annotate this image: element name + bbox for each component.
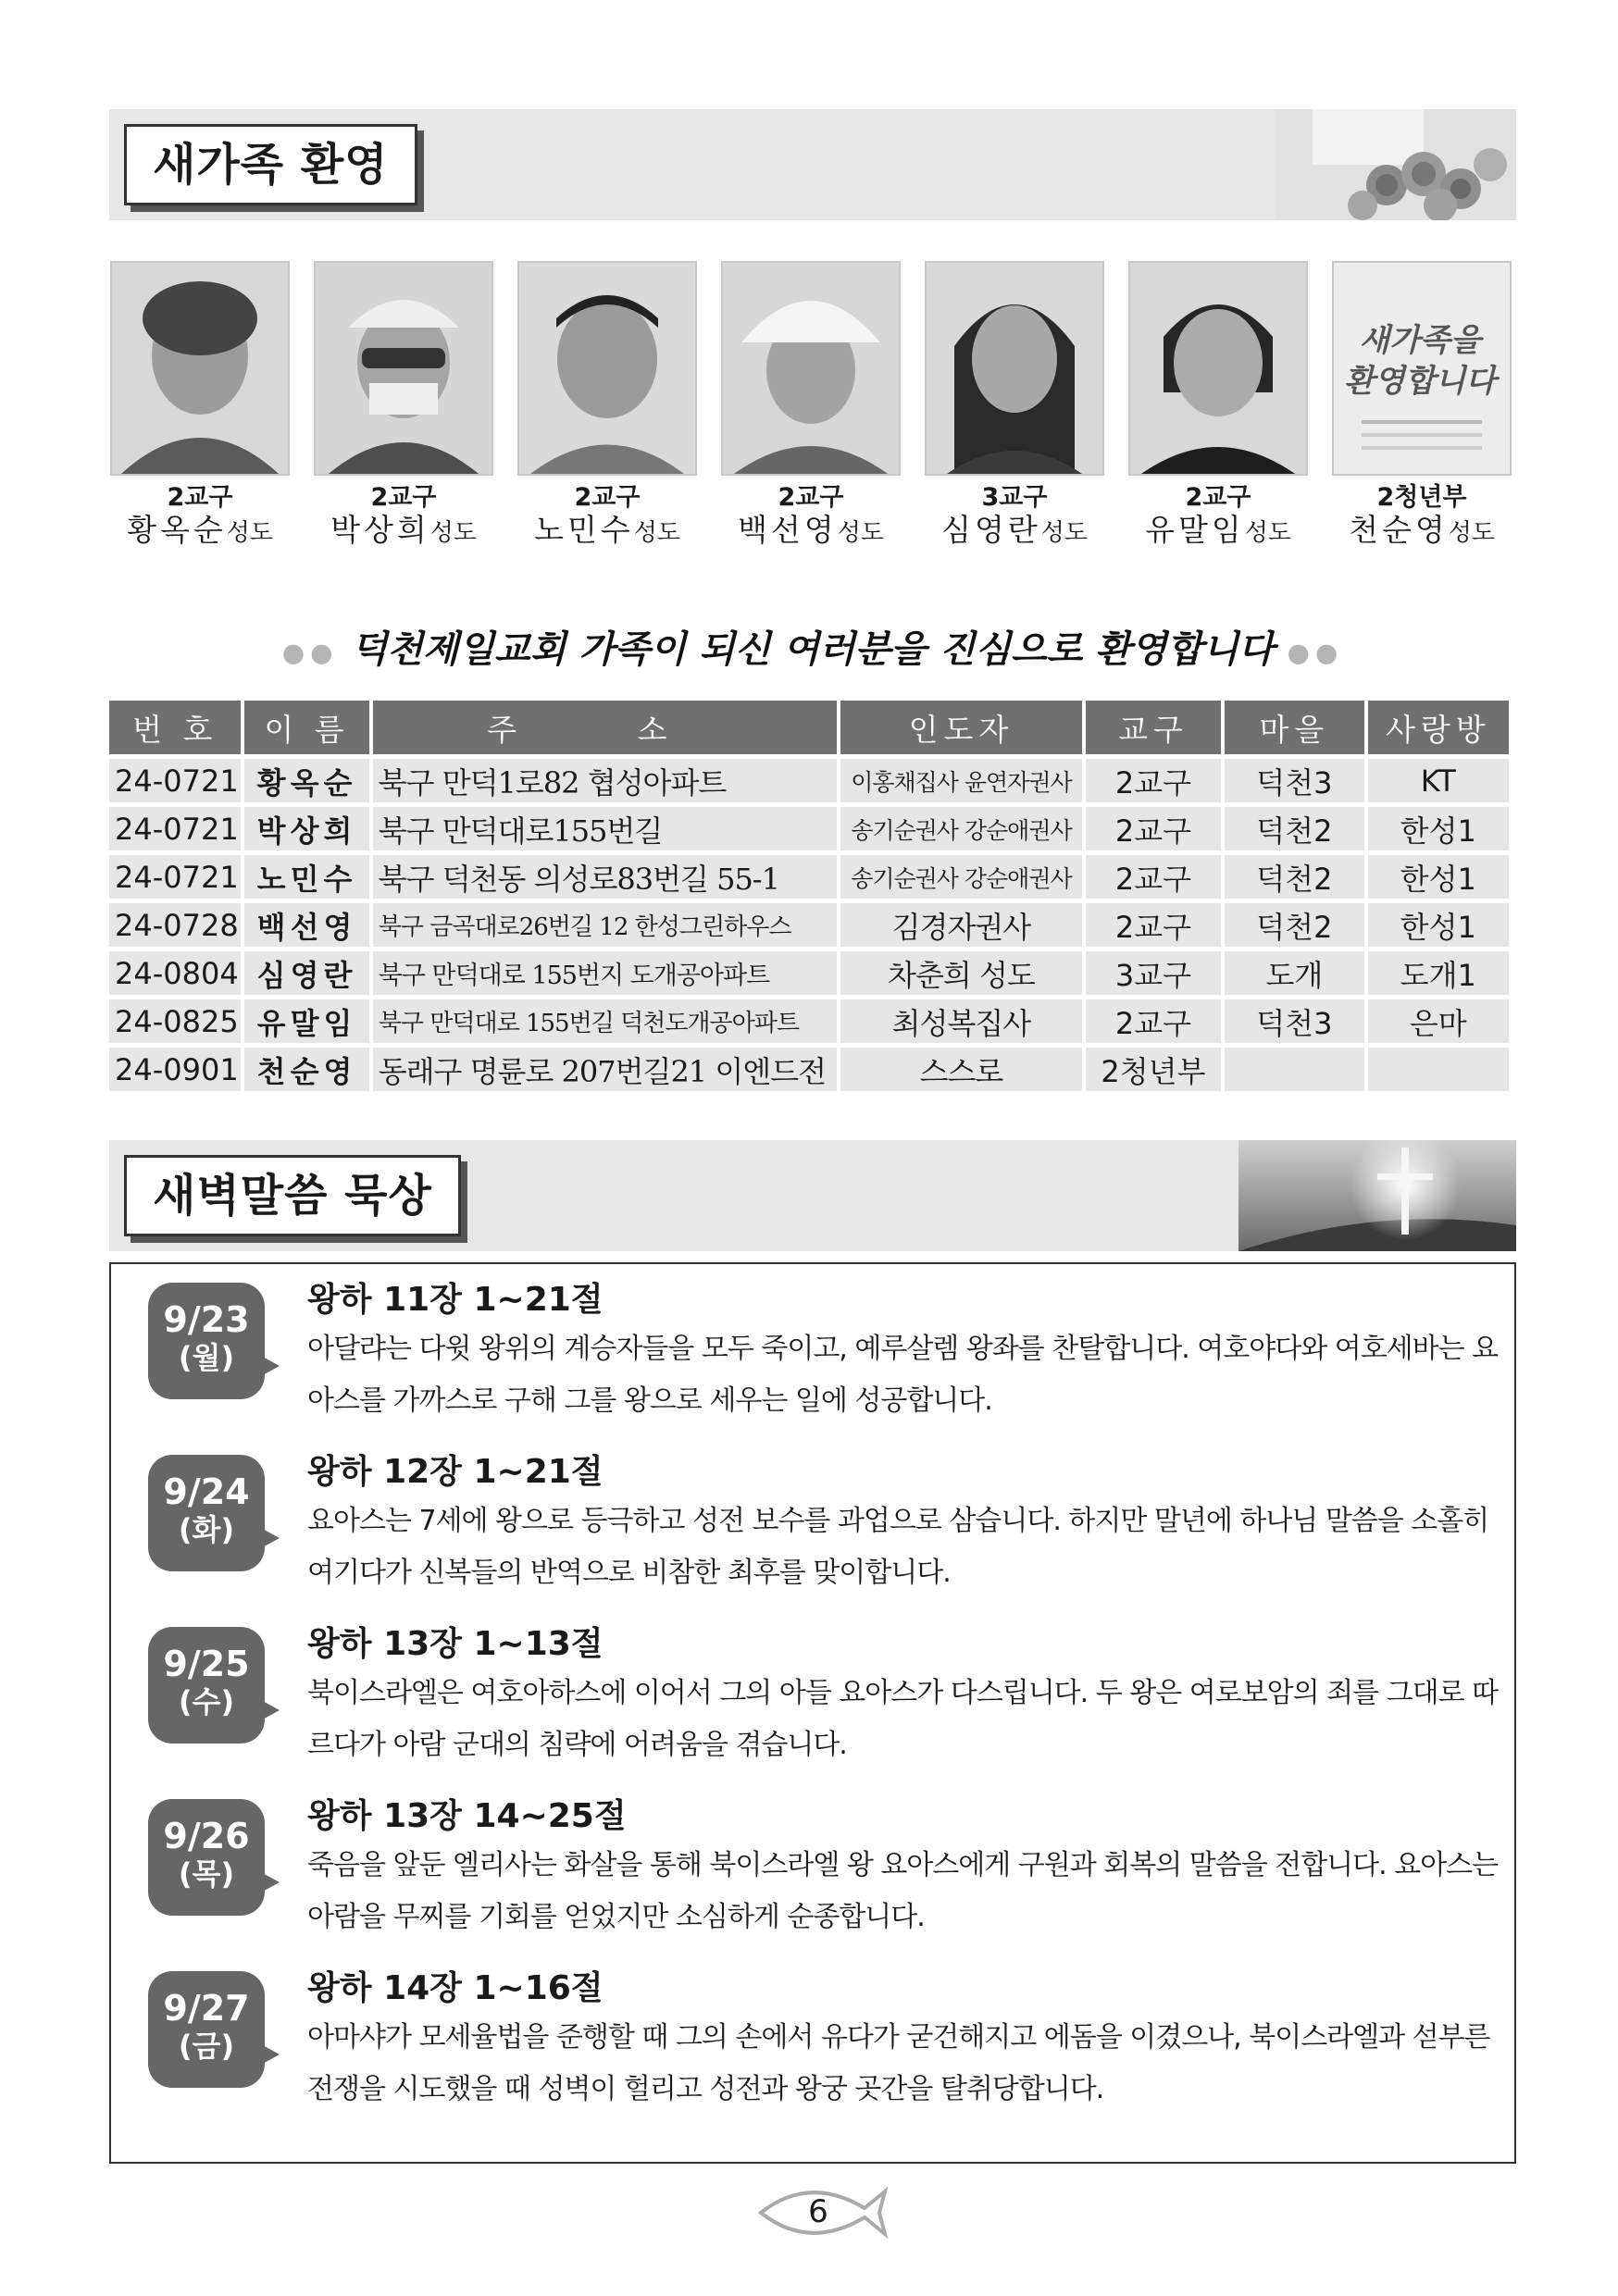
cell-district: 2교구 <box>1086 807 1221 850</box>
newcomer-header-bar <box>109 109 1516 220</box>
newcomer-card <box>1128 261 1308 551</box>
table-row <box>109 903 1509 947</box>
newcomer-photo <box>1128 261 1308 476</box>
newcomer-name: 천순영성도 <box>1349 512 1495 548</box>
newcomer-name: 백선영성도 <box>738 512 884 548</box>
newcomer-card <box>925 261 1104 551</box>
cell-group: 은마 <box>1368 999 1509 1043</box>
cell-number: 24-0728 <box>109 903 241 947</box>
cell-group: 한성1 <box>1368 855 1509 899</box>
newcomer-photo <box>517 261 697 476</box>
cell-guide: 송기순권사 강순애권사 <box>840 855 1082 899</box>
newcomer-card <box>1332 261 1512 551</box>
cell-name: 유말임 <box>244 999 368 1043</box>
cell-name: 심영란 <box>244 951 368 995</box>
cell-district: 2교구 <box>1086 903 1221 947</box>
welcome-message-text: 덕천제일교회 가족이 되신 여러분을 진심으로 환영합니다 <box>351 627 1275 671</box>
devotion-text: 죽음을 앞둔 엘리사는 화살을 통해 북이스라엘 왕 요아스에게 구원과 회복의 말씀을 전합니다. 요아스는 아람을 무찌를 기회를 얻었지만 소심하게 순종합니다. <box>307 1849 1499 1933</box>
badge-pointer-icon <box>259 1699 280 1721</box>
date-badge: 9/23 (월) <box>148 1283 265 1399</box>
cell-village: 덕천2 <box>1225 903 1363 947</box>
column-header: 번 호 <box>109 701 241 754</box>
devotion-text: 북이스라엘은 여호아하스에 이어서 그의 아들 요아스가 다스립니다. 두 왕은 여로보암의 죄를 그대로 따르다가 아람 군대의 침략에 어려움을 겪습니다. <box>307 1677 1499 1761</box>
column-header: 이 름 <box>244 701 368 754</box>
scripture-reference: 왕하 12장 1~21절 <box>307 1453 604 1491</box>
cell-number: 24-0804 <box>109 951 241 995</box>
column-header: 교구 <box>1086 701 1221 754</box>
cell-village: 덕천2 <box>1225 807 1363 850</box>
page-number: 6 <box>808 2193 828 2230</box>
badge-pointer-icon <box>259 2043 280 2066</box>
cell-number: 24-0721 <box>109 855 241 899</box>
devotion-section-title: 새벽말씀 묵상 <box>124 1155 461 1236</box>
cell-guide: 스스로 <box>840 1048 1082 1091</box>
welcome-card-image <box>1332 261 1512 476</box>
date-badge: 9/26 (목) <box>148 1799 265 1916</box>
newcomer-name: 황옥순성도 <box>127 512 273 548</box>
cell-village: 덕천3 <box>1225 759 1363 802</box>
scripture-reference: 왕하 11장 1~21절 <box>307 1281 604 1319</box>
devotion-text: 요아스는 7세에 왕으로 등극하고 성전 보수를 과업으로 삼습니다. 하지만 말년에 하나님 말씀을 소홀히 여기다가 신복들의 반역으로 비참한 최후를 맞이합니다. <box>307 1505 1489 1589</box>
newcomer-table <box>106 696 1512 1096</box>
cell-group: 한성1 <box>1368 807 1509 850</box>
cell-number: 24-0721 <box>109 807 241 850</box>
cell-address: 북구 덕천동 의성로83번길 55-1 <box>373 855 837 899</box>
cell-address: 북구 만덕대로 155번길 덕천도개공아파트 <box>373 999 837 1043</box>
cross-decoration-icon <box>1238 1140 1516 1251</box>
cell-address: 북구 만덕1로82 협성아파트 <box>373 759 837 802</box>
dots-decoration-icon: ●● <box>281 637 339 668</box>
newcomer-photo <box>314 261 493 476</box>
cell-group <box>1368 1048 1509 1091</box>
cell-name: 노민수 <box>244 855 368 899</box>
devotion-text: 아달랴는 다윗 왕위의 계승자들을 모두 죽이고, 예루살렘 왕좌를 찬탈합니다. 여호야다와 여호세바는 요아스를 가까스로 구해 그를 왕으로 세우는 일에 성공합니다. <box>307 1333 1499 1417</box>
date-badge: 9/24 (화) <box>148 1455 265 1571</box>
cell-address: 북구 금곡대로26번길 12 한성그린하우스 <box>373 903 837 947</box>
devotion-box <box>109 1262 1516 2164</box>
date-badge: 9/27 (금) <box>148 1971 265 2088</box>
newcomer-card <box>721 261 901 551</box>
cell-district: 2교구 <box>1086 999 1221 1043</box>
newcomer-district: 2교구 <box>370 483 437 512</box>
cell-guide: 최성복집사 <box>840 999 1082 1043</box>
cell-guide: 이홍채집사 윤연자권사 <box>840 759 1082 802</box>
newcomer-district: 3교구 <box>981 483 1048 512</box>
newcomer-photo <box>721 261 901 476</box>
table-row <box>109 999 1509 1043</box>
cell-district: 2교구 <box>1086 855 1221 899</box>
column-header: 주 소 <box>373 701 837 754</box>
cell-name: 천순영 <box>244 1048 368 1091</box>
newcomer-photo <box>925 261 1104 476</box>
cell-district: 3교구 <box>1086 951 1221 995</box>
cell-address: 북구 만덕대로 155번지 도개공아파트 <box>373 951 837 995</box>
badge-pointer-icon <box>259 1871 280 1893</box>
cell-name: 백선영 <box>244 903 368 947</box>
newcomer-section-title: 새가족 환영 <box>124 124 417 205</box>
table-row <box>109 855 1509 899</box>
newcomer-name: 노민수성도 <box>534 512 680 548</box>
newcomer-photo <box>110 261 290 476</box>
table-row <box>109 807 1509 850</box>
table-row <box>109 951 1509 995</box>
cell-group: 도개1 <box>1368 951 1509 995</box>
newcomer-district: 2교구 <box>778 483 844 512</box>
badge-pointer-icon <box>259 1527 280 1549</box>
table-row <box>109 1048 1509 1091</box>
newcomer-card <box>314 261 493 551</box>
column-header: 사랑방 <box>1368 701 1509 754</box>
cell-number: 24-0901 <box>109 1048 241 1091</box>
cell-group: 한성1 <box>1368 903 1509 947</box>
cell-address: 북구 만덕대로155번길 <box>373 807 837 850</box>
column-header: 마을 <box>1225 701 1363 754</box>
cell-name: 박상희 <box>244 807 368 850</box>
newcomer-district: 2청년부 <box>1376 483 1467 512</box>
newcomer-district: 2교구 <box>167 483 233 512</box>
table-row <box>109 759 1509 802</box>
devotion-item <box>111 1264 1514 1436</box>
scripture-reference: 왕하 13장 14~25절 <box>307 1797 627 1835</box>
welcome-message <box>109 620 1516 673</box>
cell-district: 2교구 <box>1086 759 1221 802</box>
newcomer-name: 심영란성도 <box>941 512 1088 548</box>
cell-guide: 송기순권사 강순애권사 <box>840 807 1082 850</box>
newcomer-card <box>110 261 290 551</box>
devotion-text: 아마샤가 모세율법을 준행할 때 그의 손에서 유다가 굳건해지고 에돔을 이겼으나, 북이스라엘과 섣부른 전쟁을 시도했을 때 성벽이 헐리고 성전과 왕궁 곳간을 탈취당합니다. <box>307 2021 1490 2105</box>
cell-group: KT <box>1368 759 1509 802</box>
cell-name: 황옥순 <box>244 759 368 802</box>
column-header: 인도자 <box>840 701 1082 754</box>
cell-village: 덕천2 <box>1225 855 1363 899</box>
devotion-item <box>111 1436 1514 1608</box>
scripture-reference: 왕하 13장 1~13절 <box>307 1625 604 1663</box>
cell-district: 2청년부 <box>1086 1048 1221 1091</box>
newcomer-name: 유말임성도 <box>1145 512 1291 548</box>
cell-address: 동래구 명륜로 207번길21 이엔드전 <box>373 1048 837 1091</box>
devotion-item <box>111 1953 1514 2125</box>
table-header-row <box>109 701 1509 754</box>
newcomer-name: 박상희성도 <box>330 512 477 548</box>
cell-number: 24-0825 <box>109 999 241 1043</box>
cell-guide: 김경자권사 <box>840 903 1082 947</box>
welcome-card-text: 새가족을 환영합니다 <box>1343 322 1497 400</box>
cell-village: 도개 <box>1225 951 1363 995</box>
scripture-reference: 왕하 14장 1~16절 <box>307 1969 604 2007</box>
cell-village: 덕천3 <box>1225 999 1363 1043</box>
cell-village <box>1225 1048 1363 1091</box>
newcomer-district: 2교구 <box>574 483 641 512</box>
cell-number: 24-0721 <box>109 759 241 802</box>
date-badge: 9/25 (수) <box>148 1627 265 1744</box>
dots-decoration-icon: ●● <box>1287 637 1344 668</box>
newcomer-card <box>517 261 697 551</box>
roses-decoration-icon <box>1276 109 1516 220</box>
cell-guide: 차춘희 성도 <box>840 951 1082 995</box>
newcomer-district: 2교구 <box>1185 483 1251 512</box>
devotion-item <box>111 1608 1514 1781</box>
devotion-header-bar <box>109 1140 1516 1251</box>
badge-pointer-icon <box>259 1355 280 1377</box>
devotion-item <box>111 1781 1514 1953</box>
